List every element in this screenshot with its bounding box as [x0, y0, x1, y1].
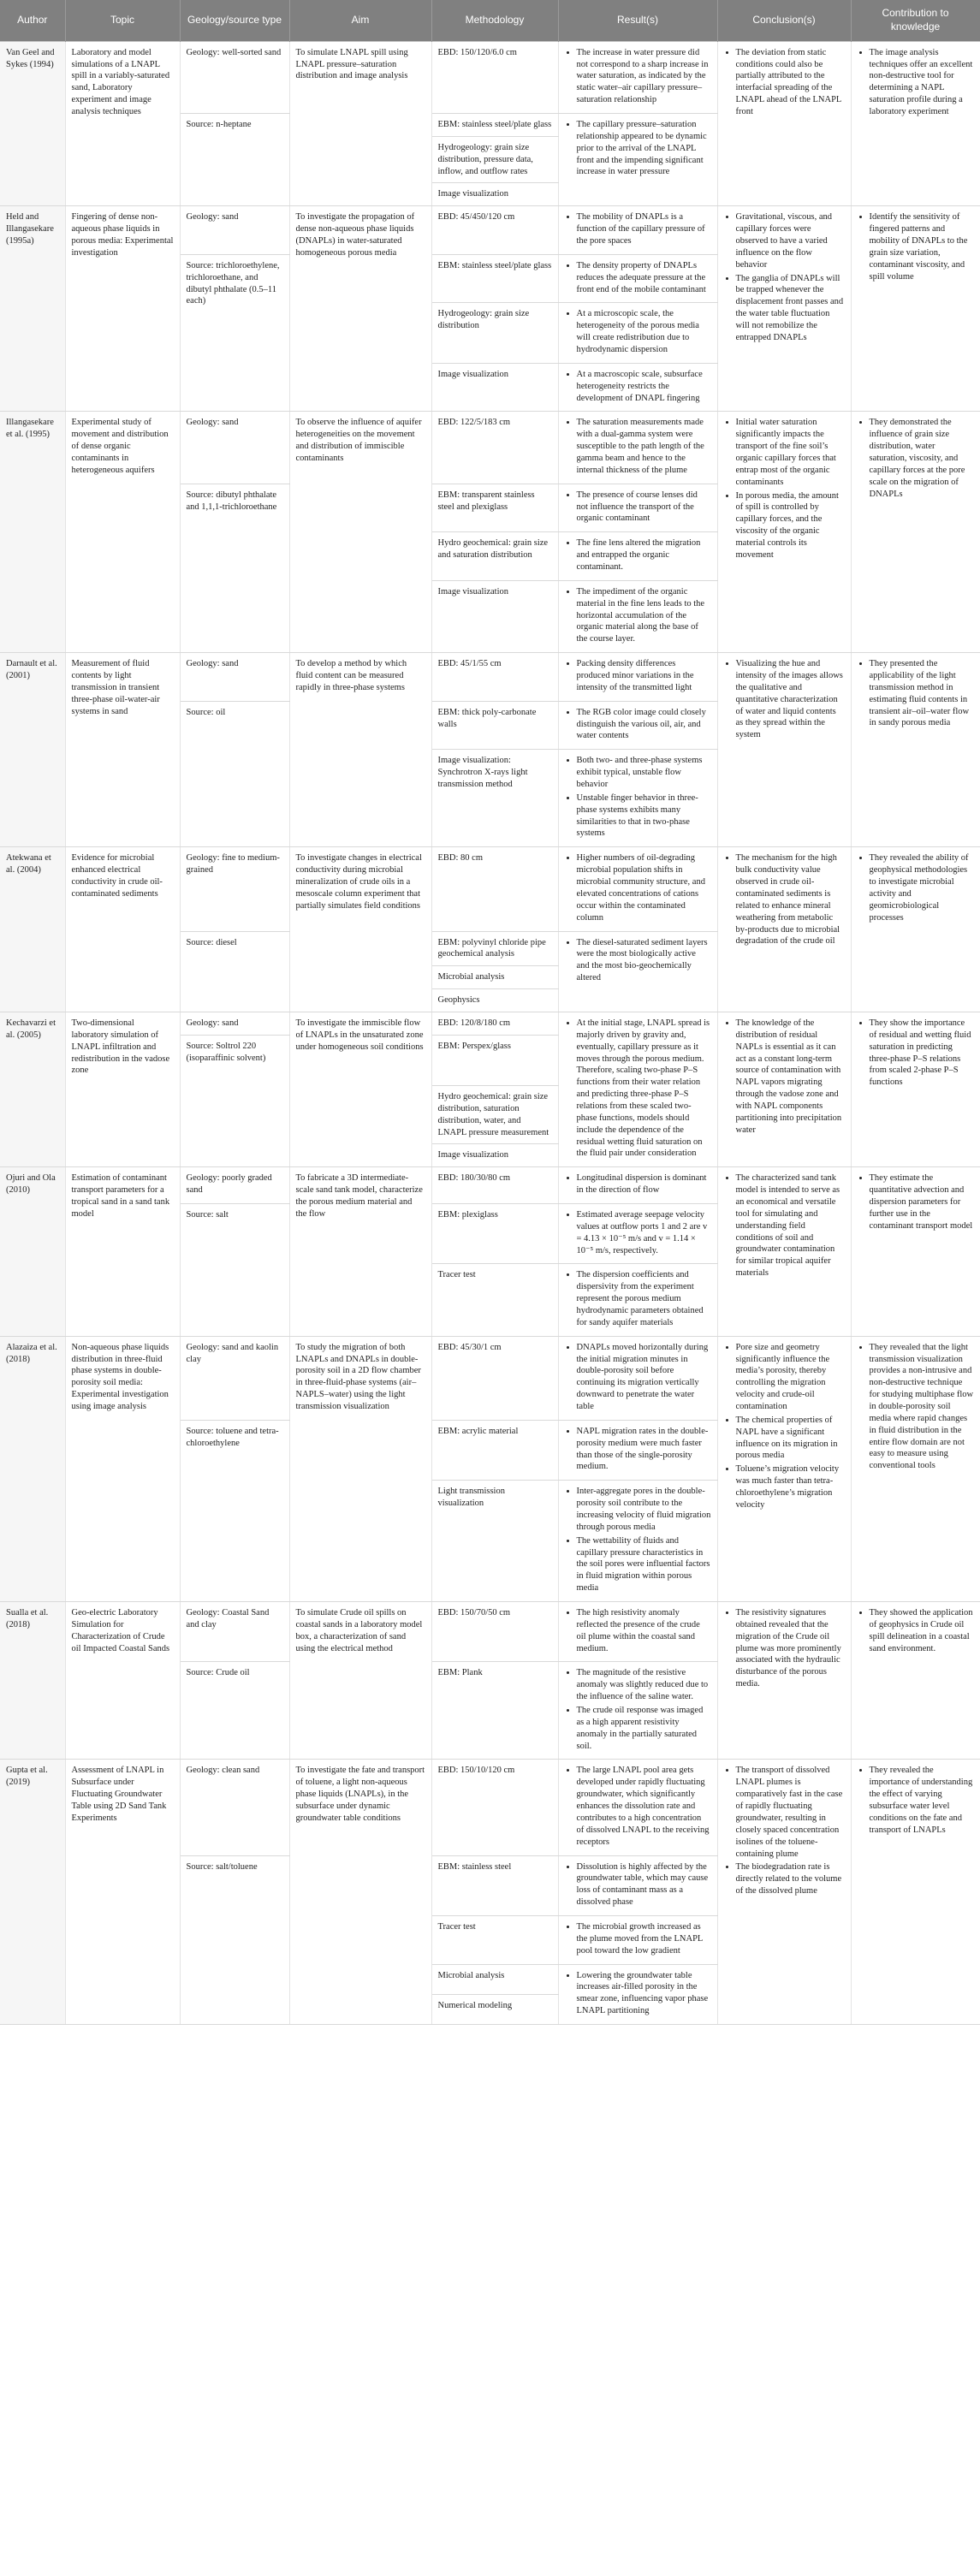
conclusion-cell-list	[724, 658, 845, 741]
result-cell	[558, 412, 717, 484]
result-cell	[558, 931, 717, 1012]
aim-cell: To observe the influence of aquifer heterogeneities on the movement and distribution of immiscible contaminants	[289, 412, 431, 653]
table-row	[0, 1760, 980, 1855]
bullet-point: • The chemical properties of NAPL have a significant influence on its migration in porous media	[736, 1415, 845, 1462]
contribution-cell-list	[858, 211, 974, 282]
geology-cell: Geology: sand and kaolin clay	[180, 1336, 289, 1420]
table-row	[0, 1336, 980, 1420]
conclusion-cell	[717, 1602, 851, 1760]
result-cell-list	[565, 369, 711, 405]
methodology-cell: Hydro geochemical: grain size and saturation distribution	[431, 532, 558, 581]
bullet-point: • Gravitational, viscous, and capillary forces were observed to have a varied influence on the flow behavior	[736, 211, 845, 270]
methodology-cell: EBM: transparent stainless steel and plexiglass	[431, 484, 558, 532]
bullet-point: • The high resistivity anomaly reflected the presence of the crude oil plume within the coastal sand medium.	[577, 1607, 711, 1654]
contribution-cell-list	[858, 47, 974, 118]
result-cell-list	[565, 1269, 711, 1328]
result-cell	[558, 653, 717, 702]
methodology-cell: EBD: 45/1/55 cm	[431, 653, 558, 702]
bullet-point: • The RGB color image could closely distinguish the various oil, air, and water contents	[577, 707, 711, 743]
bullet-point: • They showed the application of geophysics in Crude oil spill delineation in a coastal sand environment.	[870, 1607, 974, 1654]
methodology-cell: Microbial analysis	[431, 1964, 558, 1994]
source-cell: Source: Soltrol 220 (isoparaffinic solvent)	[180, 1035, 289, 1166]
contribution-cell-list	[858, 852, 974, 923]
methodology-cell: EBD: 45/450/120 cm	[431, 206, 558, 255]
source-cell: Source: oil	[180, 701, 289, 847]
methodology-cell: EBM: Plank	[431, 1662, 558, 1760]
header-conclusions: Conclusion(s)	[717, 0, 851, 41]
methodology-cell: EBD: 150/70/50 cm	[431, 1602, 558, 1662]
methodology-cell: Tracer test	[431, 1915, 558, 1964]
bullet-point: • Unstable finger behavior in three-phase systems exhibits many similarities to that in two-phase systems	[577, 792, 711, 840]
bullet-point: • The increase in water pressure did not correspond to a sharp increase in water saturation, as indicated by the static water–air capillary pressure–saturation relationship	[577, 47, 711, 106]
methodology-cell: EBM: Perspex/glass	[431, 1035, 558, 1085]
result-cell	[558, 750, 717, 847]
bullet-point: • The microbial growth increased as the plume moved from the LNAPL pool toward the low gradient	[577, 1921, 711, 1957]
header-row	[0, 0, 980, 41]
result-cell	[558, 1760, 717, 1855]
result-cell	[558, 532, 717, 581]
result-cell-list	[565, 537, 711, 573]
methodology-cell: EBM: stainless steel/plate glass	[431, 113, 558, 136]
result-cell	[558, 1662, 717, 1760]
bullet-point: • The characterized sand tank model is intended to serve as an economical and versatile tool for simulating and understanding field conditions of soil and groundwater contamination for similar tropical aquifer materials	[736, 1172, 845, 1279]
source-cell: Source: Crude oil	[180, 1662, 289, 1760]
geology-cell: Geology: clean sand	[180, 1760, 289, 1855]
geology-cell: Geology: sand	[180, 1012, 289, 1035]
bullet-point: • They estimate the quantitative advection and dispersion parameters for further use in the contaminant transport model	[870, 1172, 974, 1232]
aim-cell: To simulate Crude oil spills on coastal sands in a laboratory model box, a characterization of sand using the electrical method	[289, 1602, 431, 1760]
bullet-point: • The knowledge of the distribution of residual NAPLs is essential as it can act as a constant long-term source of contamination with NAPL vapors migrating through the vadose zone and with NAPL components partitioning into precipitation water	[736, 1018, 845, 1137]
header-aim: Aim	[289, 0, 431, 41]
header-author: Author	[0, 0, 65, 41]
bullet-point: • The deviation from static conditions could also be partially attributed to the interfacial spreading of the LNAPL ahead of the LNAPL front	[736, 47, 845, 118]
result-cell	[558, 484, 717, 532]
methodology-cell: EBD: 180/30/80 cm	[431, 1167, 558, 1204]
source-cell: Source: salt	[180, 1203, 289, 1336]
bullet-point: • Initial water saturation significantly impacts the transport of the fine soil’s organic capillary forces that entrap most of the organic contaminants	[736, 417, 845, 488]
result-cell-list	[565, 1607, 711, 1654]
author-cell: Alazaiza et al. (2018)	[0, 1336, 65, 1601]
geology-cell: Geology: fine to medium-grained	[180, 847, 289, 931]
contribution-cell	[851, 653, 980, 847]
result-cell	[558, 847, 717, 931]
bullet-point: • The saturation measurements made with a dual-gamma system were susceptible to the path length of the gamma beam and hence to the internal thickness of the plume	[577, 417, 711, 476]
result-cell-list	[565, 308, 711, 355]
result-cell	[558, 206, 717, 255]
bullet-point: • They revealed that the light transmission visualization provides a non-intrusive and non-destructive technique for studying multiphase flow in double-porosity soil media where rapid changes in fluid distribution in the entire flow domain are not easy to measure using conventional tools	[870, 1342, 974, 1472]
conclusion-cell	[717, 1167, 851, 1336]
bullet-point: • The large LNAPL pool area gets developed under rapidly fluctuating groundwater, which significantly enhances the dissolution rate and contributes to a high concentration of dissolved LNAPL to the receiving receptors	[577, 1765, 711, 1848]
methodology-cell: Image visualization	[431, 1144, 558, 1167]
bullet-point: • Packing density differences produced minor variations in the intensity of the transmitted light	[577, 658, 711, 694]
conclusion-cell-list	[724, 417, 845, 561]
conclusion-cell	[717, 206, 851, 412]
methodology-cell: EBM: thick poly-carbonate walls	[431, 701, 558, 750]
result-cell-list	[565, 1970, 711, 2017]
result-cell	[558, 1915, 717, 1964]
bullet-point: • The mobility of DNAPLs is a function of the capillary pressure of the pore spaces	[577, 211, 711, 247]
methodology-cell: EBD: 120/8/180 cm	[431, 1012, 558, 1035]
topic-cell: Assessment of LNAPL in Subsurface under Fluctuating Groundwater Table using 2D Sand Tank Experiments	[65, 1760, 180, 2024]
aim-cell: To investigate the propagation of dense non-aqueous phase liquids (DNAPLs) in water-saturated homogeneous porous media	[289, 206, 431, 412]
bullet-point: • Longitudinal dispersion is dominant in the direction of flow	[577, 1172, 711, 1196]
bullet-point: • The dispersion coefficients and dispersivity from the experiment represent the porous medium hydrodynamic parameters obtained for sandy aquifer materials	[577, 1269, 711, 1328]
contribution-cell-list	[858, 1172, 974, 1232]
result-cell-list	[565, 1172, 711, 1196]
author-cell: Darnault et al. (2001)	[0, 653, 65, 847]
result-cell	[558, 254, 717, 303]
methodology-cell: EBM: stainless steel	[431, 1855, 558, 1915]
bullet-point: • They revealed the importance of understanding the effect of varying subsurface water level conditions on the fate and transport of LNAPLs	[870, 1765, 974, 1836]
table-row	[0, 653, 980, 702]
bullet-point: • Visualizing the hue and intensity of the images allows the qualitative and quantitative characterization of water and liquid contents as they spread within the system	[736, 658, 845, 741]
result-cell-list	[565, 1426, 711, 1473]
bullet-point: • The crude oil response was imaged as a high apparent resistivity anomaly in the partially saturated soil.	[577, 1705, 711, 1752]
bullet-point: • The biodegradation rate is directly related to the volume of the dissolved plume	[736, 1861, 845, 1897]
conclusion-cell	[717, 412, 851, 653]
table-row	[0, 1602, 980, 1662]
author-cell: Ojuri and Ola (2010)	[0, 1167, 65, 1336]
header-contribution: Contribution to knowledge	[851, 0, 980, 41]
source-cell: Source: n-heptane	[180, 113, 289, 205]
conclusion-cell-list	[724, 852, 845, 947]
topic-cell: Non-aqueous phase liquids distribution in three-fluid phase systems in double-porosity soil media: Experimental investigation using image analysis	[65, 1336, 180, 1601]
author-cell: Sualla et al. (2018)	[0, 1602, 65, 1760]
bullet-point: • The diesel-saturated sediment layers were the most biologically active and the most bio-geochemically altered	[577, 937, 711, 984]
author-cell: Kechavarzi et al. (2005)	[0, 1012, 65, 1166]
result-cell	[558, 1481, 717, 1602]
bullet-point: • The mechanism for the high bulk conductivity value observed in crude oil-contaminated sediments is related to enhance mineral weathering from metabolic by-products due to microbial degradation of the crude oil	[736, 852, 845, 947]
topic-cell: Estimation of contaminant transport parameters for a tropical sand in a sand tank model	[65, 1167, 180, 1336]
table-row	[0, 1012, 980, 1035]
result-cell-list	[565, 658, 711, 694]
source-cell: Source: toluene and tetra-chloroethylene	[180, 1420, 289, 1601]
result-cell	[558, 303, 717, 363]
bullet-point: • Dissolution is highly affected by the groundwater table, which may cause loss of contaminant mass as a dissolved phase	[577, 1861, 711, 1908]
contribution-cell-list	[858, 1765, 974, 1836]
bullet-point: • The magnitude of the resistive anomaly was slightly reduced due to the influence of the saline water.	[577, 1667, 711, 1703]
bullet-point: • The density property of DNAPLs reduces the adequate pressure at the front end of the mobile contaminant	[577, 260, 711, 296]
result-cell-list	[565, 211, 711, 247]
bullet-point: • At a microscopic scale, the heterogeneity of the porous media will create redistribution due to hydrodynamic dispersion	[577, 308, 711, 355]
methodology-cell: Geophysics	[431, 989, 558, 1012]
bullet-point: • They demonstrated the influence of grain size distribution, water saturation, viscosity, and capillary forces at the pore scale on the migration of DNAPLs	[870, 417, 974, 500]
aim-cell: To investigate the immiscible flow of LNAPLs in the unsaturated zone under homogeneous soil conditions	[289, 1012, 431, 1166]
bullet-point: • NAPL migration rates in the double-porosity medium were much faster than those of the single-porosity medium.	[577, 1426, 711, 1473]
result-cell	[558, 580, 717, 652]
result-cell-list	[565, 1342, 711, 1413]
aim-cell: To study the migration of both LNAPLs and DNAPLs in double-porosity soil in a 2D flow chamber in three-fluid-phase systems (air–NAPLS–water) using the light transmission visualization	[289, 1336, 431, 1601]
contribution-cell-list	[858, 1342, 974, 1472]
bullet-point: • The wettability of fluids and capillary pressure characteristics in the soil pores were influential factors in fluid migration within porous media	[577, 1535, 711, 1594]
result-cell	[558, 1855, 717, 1915]
author-cell: Atekwana et al. (2004)	[0, 847, 65, 1012]
header-results: Result(s)	[558, 0, 717, 41]
contribution-cell	[851, 847, 980, 1012]
result-cell	[558, 1336, 717, 1420]
methodology-cell: Light transmission visualization	[431, 1481, 558, 1602]
bullet-point: • In porous media, the amount of spill is controlled by capillary forces, and the viscosity of the organic material controls its movement	[736, 490, 845, 561]
result-cell	[558, 1420, 717, 1480]
geology-cell: Geology: sand	[180, 206, 289, 255]
table-row	[0, 206, 980, 255]
bullet-point: • The transport of dissolved LNAPL plumes is comparatively fast in the case of rapidly fluctuating groundwater, resulting in closely spaced concentration isolines of the toluene-containing plume	[736, 1765, 845, 1860]
result-cell-list	[565, 47, 711, 106]
aim-cell: To develop a method by which fluid content can be measured rapidly in three-phase systems	[289, 653, 431, 847]
bullet-point: • The capillary pressure–saturation relationship appeared to be dynamic prior to the arrival of the LNAPL front and the impending significant increase in water pressure	[577, 119, 711, 178]
methodology-cell: EBD: 80 cm	[431, 847, 558, 931]
conclusion-cell	[717, 653, 851, 847]
result-cell	[558, 41, 717, 113]
header-methodology: Methodology	[431, 0, 558, 41]
author-cell: Van Geel and Sykes (1994)	[0, 41, 65, 206]
methodology-cell: EBM: plexiglass	[431, 1203, 558, 1263]
geology-cell: Geology: Coastal Sand and clay	[180, 1602, 289, 1662]
contribution-cell	[851, 1602, 980, 1760]
result-cell-list	[565, 1921, 711, 1957]
topic-cell: Experimental study of movement and distribution of dense organic contaminants in heterogeneous aquifers	[65, 412, 180, 653]
bullet-point: • DNAPLs moved horizontally during the initial migration minutes in double-porosity soil before continuing its migration vertically downward to penetrate the water table	[577, 1342, 711, 1413]
result-cell-list	[565, 937, 711, 984]
result-cell	[558, 1203, 717, 1263]
result-cell-list	[565, 1667, 711, 1752]
author-cell: Gupta et al. (2019)	[0, 1760, 65, 2024]
bullet-point: • The impediment of the organic material in the fine lens leads to the horizontal accumulation of the organic material along the base of the course layer.	[577, 586, 711, 645]
methodology-cell: EBD: 122/5/183 cm	[431, 412, 558, 484]
bullet-point: • The presence of course lenses did not influence the transport of the organic contaminant	[577, 490, 711, 525]
bullet-point: • The fine lens altered the migration and entrapped the organic contaminant.	[577, 537, 711, 573]
methodology-cell: Numerical modeling	[431, 1994, 558, 2024]
conclusion-cell-list	[724, 1172, 845, 1279]
bullet-point: • At a macroscopic scale, subsurface heterogeneity restricts the development of DNAPL fingering	[577, 369, 711, 405]
topic-cell: Geo-electric Laboratory Simulation for Characterization of Crude oil Impacted Coastal Sands	[65, 1602, 180, 1760]
result-cell-list	[565, 119, 711, 178]
methodology-cell: Hydrogeology: grain size distribution, pressure data, inflow, and outflow rates	[431, 136, 558, 183]
conclusion-cell	[717, 41, 851, 206]
methodology-cell: EBD: 150/120/6.0 cm	[431, 41, 558, 113]
bullet-point: • Lowering the groundwater table increases air-filled porosity in the smear zone, influencing vapor phase LNAPL partitioning	[577, 1970, 711, 2017]
contribution-cell	[851, 1012, 980, 1166]
result-cell-list	[565, 707, 711, 743]
methodology-cell: Hydrogeology: grain size distribution	[431, 303, 558, 363]
topic-cell: Evidence for microbial enhanced electrical conductivity in crude oil-contaminated sediments	[65, 847, 180, 1012]
contribution-cell	[851, 206, 980, 412]
methodology-cell: Microbial analysis	[431, 966, 558, 989]
conclusion-cell-list	[724, 1765, 845, 1896]
bullet-point: • At the initial stage, LNAPL spread is majorly driven by gravity and, eventually, capillary pressure as it moves through the porous medium. Therefore, scaling two-phase P–S functions from their water relation and predicting three-phase P–S relations from these scaled two-phase functions, models should include the dependence of the residual wetting fluid saturation on the fluid pair under consideration	[577, 1018, 711, 1160]
table-body	[0, 41, 980, 2024]
bullet-point: • The resistivity signatures obtained revealed that the migration of the Crude oil plume was more prominently associated with the hydraulic disturbance of the porous media.	[736, 1607, 845, 1690]
bullet-point: • They presented the applicability of the light transmission method in estimating fluid contents in transient air–oil–water flow in sandy porous media	[870, 658, 974, 729]
author-cell: Illangasekare et al. (1995)	[0, 412, 65, 653]
methodology-cell: EBM: polyvinyl chloride pipe geochemical analysis	[431, 931, 558, 966]
table-row	[0, 847, 980, 931]
result-cell-list	[565, 852, 711, 923]
bullet-point: • Pore size and geometry significantly influence the media’s porosity, thereby controlling the migration velocity and crude-oil contamination	[736, 1342, 845, 1413]
result-cell-list	[565, 586, 711, 645]
result-cell-list	[565, 490, 711, 525]
aim-cell: To fabricate a 3D intermediate-scale sand tank model, characterize the porous medium material and the flow	[289, 1167, 431, 1336]
source-cell: Source: diesel	[180, 931, 289, 1012]
result-cell	[558, 701, 717, 750]
geology-cell: Geology: sand	[180, 653, 289, 702]
methodology-cell: Hydro geochemical: grain size distribution, saturation distribution, water, and LNAPL pressure measurement	[431, 1085, 558, 1143]
conclusion-cell-list	[724, 1342, 845, 1511]
bullet-point: • Both two- and three-phase systems exhibit typical, unstable flow behavior	[577, 755, 711, 791]
contribution-cell	[851, 1760, 980, 2024]
conclusion-cell	[717, 1012, 851, 1166]
result-cell-list	[565, 1486, 711, 1594]
bullet-point: • Toluene’s migration velocity was much faster than tetra-chloroethylene’s migration velocity	[736, 1463, 845, 1511]
result-cell	[558, 113, 717, 205]
methodology-cell: EBD: 150/10/120 cm	[431, 1760, 558, 1855]
result-cell	[558, 363, 717, 412]
contribution-cell-list	[858, 1607, 974, 1654]
aim-cell: To investigate the fate and transport of toluene, a light non-aqueous phase liquids (LNAPLs), in the subsurface under dynamic groundwater table conditions	[289, 1760, 431, 2024]
table-row	[0, 1167, 980, 1204]
table-header	[0, 0, 980, 41]
methodology-cell: EBM: acrylic material	[431, 1420, 558, 1480]
methodology-cell: Tracer test	[431, 1264, 558, 1336]
contribution-cell	[851, 412, 980, 653]
source-cell: Source: dibutyl phthalate and 1,1,1-trichloroethane	[180, 484, 289, 652]
methodology-cell: Image visualization	[431, 580, 558, 652]
result-cell-list	[565, 1209, 711, 1256]
result-cell-list	[565, 1861, 711, 1908]
bullet-point: • The ganglia of DNAPLs will be trapped whenever the displacement front passes and the water table fluctuation will not remobilize the entrapped DNAPLs	[736, 273, 845, 344]
result-cell-list	[565, 417, 711, 476]
conclusion-cell-list	[724, 47, 845, 118]
result-cell	[558, 1602, 717, 1662]
topic-cell: Laboratory and model simulations of a LNAPL spill in a variably-saturated sand, Laboratory experiment and image analysis techniques	[65, 41, 180, 206]
contribution-cell	[851, 41, 980, 206]
conclusion-cell	[717, 1760, 851, 2024]
contribution-cell-list	[858, 417, 974, 500]
bullet-point: • Identify the sensitivity of fingered patterns and mobility of DNAPLs to the grain size variation, contaminant viscosity, and spill volume	[870, 211, 974, 282]
result-cell	[558, 1264, 717, 1336]
source-cell: Source: salt/toluene	[180, 1855, 289, 2024]
contribution-cell	[851, 1336, 980, 1601]
conclusion-cell-list	[724, 1018, 845, 1137]
conclusion-cell-list	[724, 211, 845, 343]
aim-cell: To investigate changes in electrical conductivity during microbial mineralization of crude oils in a mesoscale column experiment that partially simulates field conditions	[289, 847, 431, 1012]
bullet-point: • They revealed the ability of geophysical methodologies to investigate microbial activity and geomicrobiological processes	[870, 852, 974, 923]
geology-cell: Geology: well-sorted sand	[180, 41, 289, 113]
geology-cell: Geology: poorly graded sand	[180, 1167, 289, 1204]
result-cell	[558, 1167, 717, 1204]
conclusion-cell	[717, 1336, 851, 1601]
result-cell-list	[565, 1018, 711, 1160]
bullet-point: • The image analysis techniques offer an excellent non-destructive tool for determining a NAPL saturation profile during a laboratory experiment	[870, 47, 974, 118]
conclusion-cell	[717, 847, 851, 1012]
header-topic: Topic	[65, 0, 180, 41]
bullet-point: • Estimated average seepage velocity values at outflow ports 1 and 2 are v = 4.13 × 10⁻⁵ m/s and v = 1.14 × 10⁻⁵ m/s, respectively.	[577, 1209, 711, 1256]
result-cell	[558, 1012, 717, 1166]
contribution-cell-list	[858, 1018, 974, 1089]
table-row	[0, 412, 980, 484]
bullet-point: • They show the importance of residual and wetting fluid saturation in predicting three-phase P–S relations from scaled 2-phase P–S functions	[870, 1018, 974, 1089]
methodology-cell: EBD: 45/30/1 cm	[431, 1336, 558, 1420]
result-cell-list	[565, 755, 711, 840]
geology-cell: Geology: sand	[180, 412, 289, 484]
contribution-cell	[851, 1167, 980, 1336]
topic-cell: Two-dimensional laboratory simulation of LNAPL infiltration and redistribution in the vadose zone	[65, 1012, 180, 1166]
result-cell	[558, 1964, 717, 2024]
bullet-point: • Inter-aggregate pores in the double-porosity soil contribute to the increasing velocity of fluid migration through porous media	[577, 1486, 711, 1533]
topic-cell: Measurement of fluid contents by light transmission in transient three-phase oil-water-air systems in sand	[65, 653, 180, 847]
contribution-cell-list	[858, 658, 974, 729]
topic-cell: Fingering of dense non-aqueous phase liquids in porous media: Experimental investigation	[65, 206, 180, 412]
methodology-cell: Image visualization	[431, 183, 558, 206]
aim-cell: To simulate LNAPL spill using LNAPL pressure–saturation distribution and image analysis	[289, 41, 431, 206]
result-cell-list	[565, 260, 711, 296]
header-geology-source-type: Geology/source type	[180, 0, 289, 41]
source-cell: Source: trichloroethylene, trichloroethane, and dibutyl phthalate (0.5–11 each)	[180, 254, 289, 412]
bullet-point: • Higher numbers of oil-degrading microbial population shifts in microbial community structure, and elevated concentrations of cations occur within the contaminated column	[577, 852, 711, 923]
table-row	[0, 41, 980, 113]
methodology-cell: EBM: stainless steel/plate glass	[431, 254, 558, 303]
methodology-cell: Image visualization: Synchrotron X-rays light transmission method	[431, 750, 558, 847]
result-cell-list	[565, 1765, 711, 1848]
conclusion-cell-list	[724, 1607, 845, 1690]
author-cell: Held and Illangasekare (1995a)	[0, 206, 65, 412]
methodology-cell: Image visualization	[431, 363, 558, 412]
